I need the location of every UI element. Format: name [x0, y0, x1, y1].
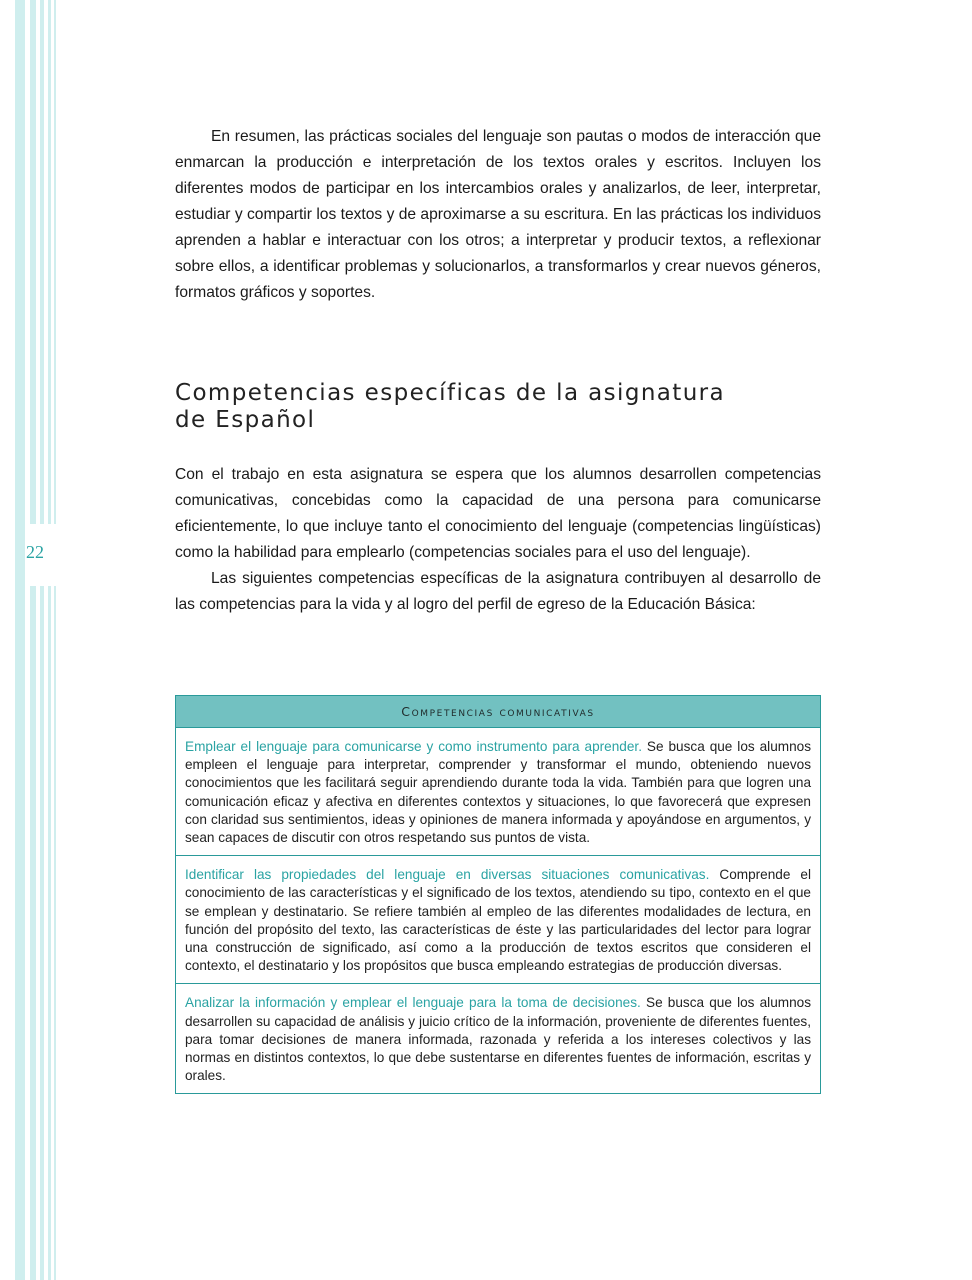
table-header: Competencias comunicativas: [176, 696, 820, 728]
margin-stripe: [30, 586, 36, 1280]
section-title: [175, 380, 821, 434]
competencies-table: [175, 695, 821, 1094]
competency-text: Se busca que los alumnos desarrollen su capacidad de análisis y juicio crítico de la información, proveniente de diferentes fuentes, para tomar decisiones de manera informada, razonada y referida a los intereses colectivos y las normas en distintos contextos, lo que debe sustentarse en diferentes fuentes de información, escritas y orales.: [185, 995, 812, 1084]
section-body: [175, 462, 821, 618]
margin-stripe: [30, 0, 36, 524]
margin-stripe: [40, 0, 44, 524]
competency-title: Analizar la información y emplear el lenguaje para la toma de decisiones.: [185, 995, 641, 1011]
table-row: [176, 855, 820, 983]
margin-stripe: [54, 586, 56, 1280]
competency-text: Comprende el conocimiento de las características y el significado de los textos, atendiendo su tipo, contexto en el que se emplean y destinatario. Se refiere también al empleo de las diferentes modalidades de lectura, en función del propósito del texto, las características de éste y las particularidades del lector para lograr una construcción de significado, así como a la producción de textos escritos que consideren el contexto, el destinatario y los propósitos que busca empleando estrategias de producción diversas.: [185, 867, 812, 974]
competency-title: Identificar las propiedades del lenguaje en diversas situaciones comunicativas.: [185, 867, 710, 883]
margin-stripe: [40, 586, 44, 1280]
margin-stripe: [54, 0, 56, 524]
table-row: [176, 983, 820, 1093]
competency-text: Se busca que los alumnos empleen el lenguaje para interpretar, comprender y transformar el mundo, obteniendo nuevos conocimientos que les facilitará seguir aprendiendo durante toda la vida. También para que logren una comunicación eficaz y afectiva en diferentes contextos y situaciones, lo que favorecerá que expresen con claridad sus sentimientos, ideas y opiniones de manera informada y apoyándose en argumentos, y sean capaces de discutir con otros respetando sus puntos de vista.: [185, 739, 811, 846]
page-content: [175, 124, 821, 1084]
margin-stripe: [15, 0, 25, 1280]
section-paragraph-1: Con el trabajo en esta asignatura se espera que los alumnos desarrollen competencias comunicativas, concebidas como la capacidad de una persona para comunicarse eficientemente, lo que incluye tanto el conocimiento del lenguaje (competencias lingüísticas) como la habilidad para emplearlo (competencias sociales para el uso del lenguaje).: [175, 466, 821, 561]
table-row: [176, 728, 820, 855]
margin-stripe: [48, 0, 51, 524]
intro-paragraph: En resumen, las prácticas sociales del lenguaje son pautas o modos de interacción que enmarcan la producción e interpretación de los textos orales y escritos. Incluyen los diferentes modos de participar en los intercambios orales y analizarlos, de leer, interpretar, estudiar y compartir los textos y de aproximarse a su escritura. En las prácticas los individuos aprenden a hablar e interactuar con los otros; a interpretar y producir textos, a reflexionar sobre ellos, a identificar problemas y solucionarlos, a transformarlos y crear nuevos géneros, formatos gráficos y soportes.: [175, 128, 821, 301]
competency-title: Emplear el lenguaje para comunicarse y como instrumento para aprender.: [185, 739, 642, 754]
section-title-line1: Competencias específicas de la asignatura: [175, 380, 726, 406]
page-number: 22: [26, 542, 44, 562]
section-paragraph-2: Las siguientes competencias específicas de la asignatura contribuyen al desarrollo de las competencias para la vida y al logro del perfil de egreso de la Educación Básica:: [175, 570, 821, 613]
margin-stripe: [48, 586, 51, 1280]
section-title-line2: de Español: [175, 407, 316, 433]
